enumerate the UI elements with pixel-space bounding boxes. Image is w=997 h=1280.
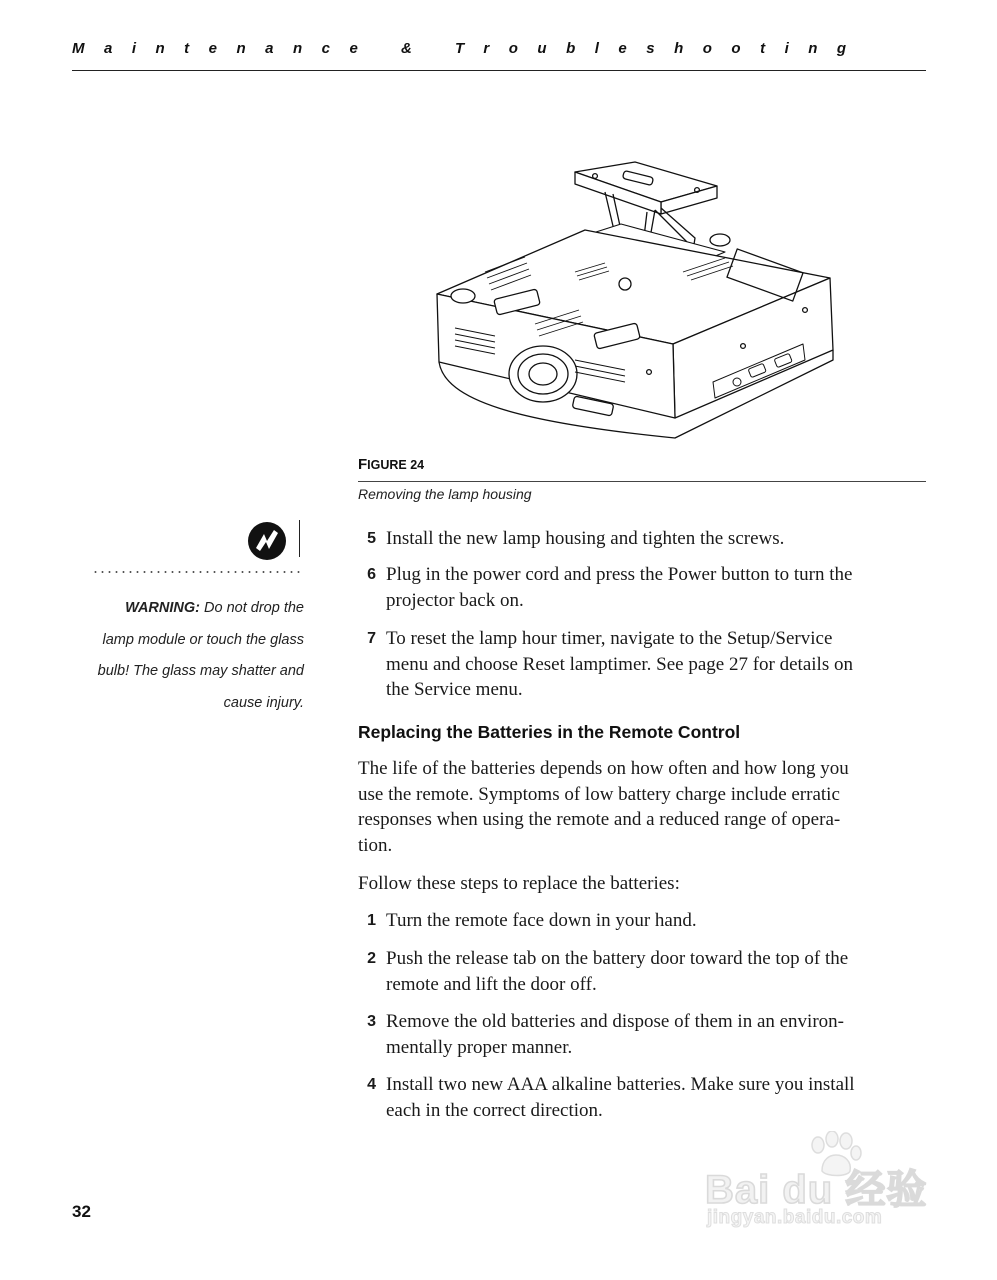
figure-rule [358,481,926,482]
battery-step-3 [358,1009,930,1060]
warning-icon [247,521,287,561]
battery-step-1 [358,908,930,934]
lamp-step-6 [358,562,930,613]
warning-line: cause injury. [223,694,304,711]
step-line: mentally proper manner. [386,1036,573,1058]
step-text [386,626,930,703]
step-line: Remove the old batteries and dispose of them in an environ- [386,1011,844,1032]
header-rule [72,70,926,71]
step-number: 1 [367,912,376,929]
paragraph-line: The life of the batteries depends on how often and how long you [358,758,849,779]
step-text: Turn the remote face down in your hand. [386,910,697,931]
step-number: 7 [367,630,376,647]
warning-line: lamp module or touch the glass [102,631,304,648]
watermark-url: jingyan.baidu.com [707,1207,883,1228]
step-text [386,1009,930,1060]
step-line: the Service menu. [386,679,523,700]
battery-step-2 [358,946,930,997]
step-text: Install the new lamp housing and tighten the screws. [386,528,785,549]
warning-note [80,593,304,719]
step-number: 3 [367,1013,376,1030]
lamp-step-5 [358,526,930,552]
warning-label: WARNING: [125,600,200,616]
section-heading: Replacing the Batteries in the Remote Control [358,722,741,742]
step-line: To reset the lamp hour timer, navigate to the Setup/Service [386,628,833,649]
figure-label [358,456,424,473]
page-number: 32 [72,1202,91,1221]
step-line: projector back on. [386,589,524,611]
figure-label-initial: F [358,456,368,473]
warning-divider [299,520,300,557]
step-number: 2 [367,950,376,967]
step-text [386,1072,930,1123]
step-line: Install two new AAA alkaline batteries. Make sure you install [386,1074,855,1095]
step-line: Plug in the power cord and press the Power button to turn the [386,564,853,585]
step-line: menu and choose Reset lamptimer. See page 27 for details on [386,653,853,675]
follow-steps-paragraph: Follow these steps to replace the batteries: [358,873,680,894]
paragraph-line: use the remote. Symptoms of low battery charge include erratic [358,783,840,805]
figure-label-rest: IGURE 24 [367,458,425,472]
lamp-step-7 [358,626,930,703]
dotted-rule [92,571,304,573]
step-text [386,562,930,613]
figure-caption: Removing the lamp housing [358,486,532,502]
step-number: 4 [367,1076,376,1093]
step-line: each in the correct direction. [386,1099,603,1121]
warning-line: bulb! The glass may shatter and [97,663,304,679]
step-number: 5 [367,530,376,547]
baidu-watermark [705,1133,945,1243]
warning-line: Do not drop the [200,600,304,616]
projector-illustration [425,160,845,445]
step-text [386,946,930,997]
watermark-brand: Bai du 经验 [705,1168,928,1212]
paragraph-line: tion. [358,834,393,856]
step-line: Push the release tab on the battery door toward the top of the [386,948,849,969]
step-number: 6 [367,566,376,583]
battery-step-4 [358,1072,930,1123]
running-header: Maintenance & Troubleshooting [72,40,866,57]
paragraph-line: responses when using the remote and a reduced range of opera- [358,809,841,830]
step-line: remote and lift the door off. [386,973,597,995]
intro-paragraph [358,756,930,858]
